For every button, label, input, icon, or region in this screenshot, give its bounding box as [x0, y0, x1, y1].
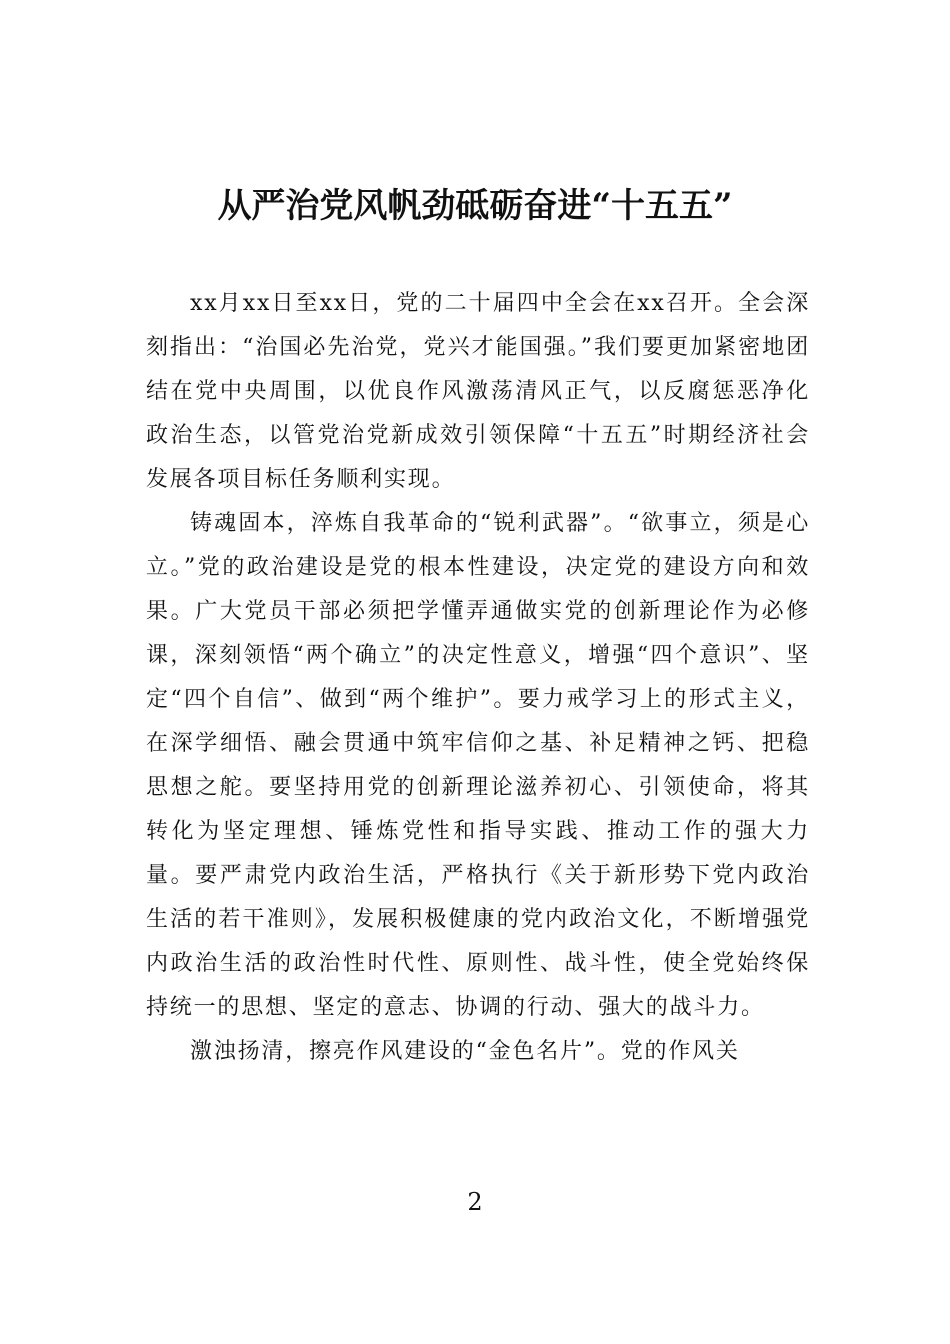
paragraph-2: 铸魂固本，淬炼自我革命的“锐利武器”。“欲事立，须是心立。”党的政治建设是党的根本性建设，决定党的建设方向和效果。广大党员干部必须把学懂弄通做实党的创新理论作为必修课，深刻领悟“两个确立”的决定性意义，增强“四个意识”、坚定“四个自信”、做到“两个维护”。要力戒学习上的形式主义，在深学细悟、融会贯通中筑牢信仰之基、补足精神之钙、把稳思想之舵。要坚持用党的创新理论滋养初心、引领使命，将其转化为坚定理想、锤炼党性和指导实践、推动工作的强大力量。要严肃党内政治生活，严格执行《关于新形势下党内政治生活的若干准则》，发展积极健康的党内政治文化，不断增强党内政治生活的政治性时代性、原则性、战斗性，使全党始终保持统一的思想、坚定的意志、协调的行动、强大的战斗力。 [146, 511, 810, 1020]
page-number: 2 [467, 1188, 483, 1216]
paragraph-1: xx月xx日至xx日，党的二十届四中全会在xx召开。全会深刻指出：“治国必先治党，党兴才能国强。”我们要更加紧密地团结在党中央周围，以优良作风激荡清风正气，以反腐惩恶净化政治生态，以管党治党新成效引领保障“十五五”时期经济社会发展各项目标任务顺利实现。 [146, 291, 810, 492]
paragraph-3: 激浊扬清，擦亮作风建设的“金色名片”。党的作风关 [190, 1039, 740, 1064]
document-body [146, 282, 810, 1074]
document-title: 从严治党风帆劲砥砺奋进“十五五” [217, 186, 733, 226]
